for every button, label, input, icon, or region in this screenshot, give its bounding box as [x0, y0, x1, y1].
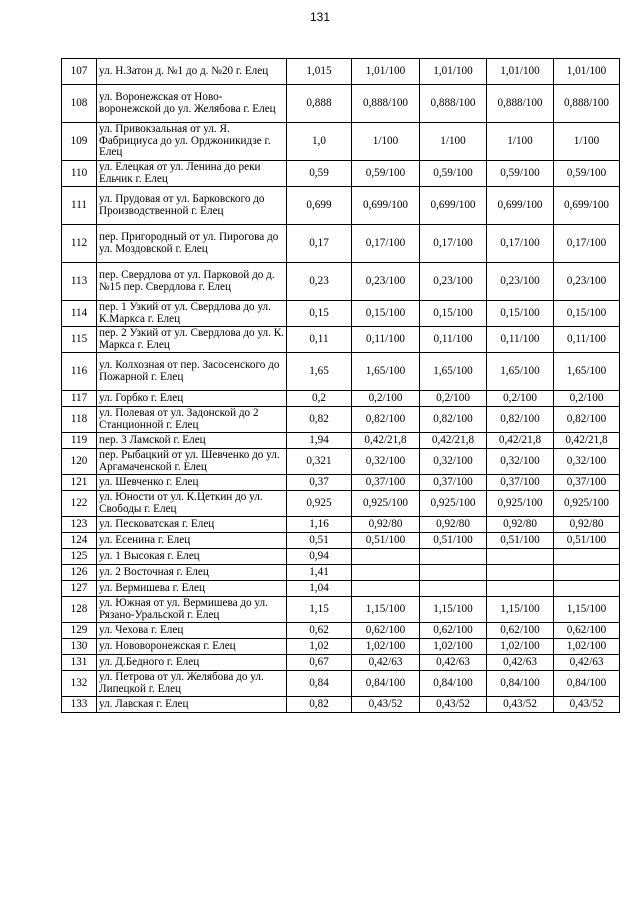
street-name: ул. Юности от ул. К.Цеткин до ул. Свободы г. Елец	[97, 491, 287, 517]
street-name: пер. 1 Узкий от ул. Свердлова до ул. К.Маркса г. Елец	[97, 301, 287, 327]
value-col-1	[352, 581, 420, 597]
value-col-3: 0,84/100	[487, 671, 554, 697]
row-number: 131	[62, 655, 97, 671]
value-col-2: 0,15/100	[420, 301, 487, 327]
value-col-3: 1,02/100	[487, 639, 554, 655]
street-name: ул. Н.Затон д. №1 до д. №20 г. Елец	[97, 59, 287, 85]
value-col-3: 0,62/100	[487, 623, 554, 639]
value-col-4: 0,888/100	[554, 85, 620, 123]
value-col-2: 0,699/100	[420, 187, 487, 225]
value-col-2: 0,42/63	[420, 655, 487, 671]
street-name: ул. Шевченко г. Елец	[97, 475, 287, 491]
value-col-1	[352, 565, 420, 581]
street-name: ул. Д.Бедного г. Елец	[97, 655, 287, 671]
value-col-4: 0,84/100	[554, 671, 620, 697]
length-value: 1,015	[287, 59, 352, 85]
value-col-4: 0,43/52	[554, 697, 620, 713]
street-name: ул. Лавская г. Елец	[97, 697, 287, 713]
row-number: 118	[62, 407, 97, 433]
table-row	[62, 353, 620, 391]
length-value: 0,94	[287, 549, 352, 565]
value-col-2: 1/100	[420, 123, 487, 161]
row-number: 109	[62, 123, 97, 161]
value-col-3: 0,888/100	[487, 85, 554, 123]
value-col-1: 0,84/100	[352, 671, 420, 697]
value-col-4: 0,37/100	[554, 475, 620, 491]
value-col-2: 0,42/21,8	[420, 433, 487, 449]
value-col-3: 0,15/100	[487, 301, 554, 327]
table-row	[62, 85, 620, 123]
value-col-1: 0,59/100	[352, 161, 420, 187]
row-number: 119	[62, 433, 97, 449]
value-col-1: 1/100	[352, 123, 420, 161]
length-value: 0,37	[287, 475, 352, 491]
length-value: 0,925	[287, 491, 352, 517]
street-name: ул. Вермишева г. Елец	[97, 581, 287, 597]
row-number: 107	[62, 59, 97, 85]
table-row	[62, 433, 620, 449]
length-value: 1,15	[287, 597, 352, 623]
value-col-3: 1,15/100	[487, 597, 554, 623]
value-col-3: 0,37/100	[487, 475, 554, 491]
length-value: 1,94	[287, 433, 352, 449]
value-col-2: 1,02/100	[420, 639, 487, 655]
value-col-4: 1,15/100	[554, 597, 620, 623]
length-value: 1,41	[287, 565, 352, 581]
table-row	[62, 491, 620, 517]
value-col-1: 0,11/100	[352, 327, 420, 353]
length-value: 0,82	[287, 697, 352, 713]
value-col-4: 1,01/100	[554, 59, 620, 85]
value-col-3: 0,17/100	[487, 225, 554, 263]
street-name: пер. 3 Ламской г. Елец	[97, 433, 287, 449]
length-value: 1,02	[287, 639, 352, 655]
value-col-3	[487, 581, 554, 597]
value-col-3: 1,01/100	[487, 59, 554, 85]
value-col-4: 0,699/100	[554, 187, 620, 225]
table-row	[62, 225, 620, 263]
value-col-1: 0,37/100	[352, 475, 420, 491]
table-row	[62, 407, 620, 433]
row-number: 132	[62, 671, 97, 697]
value-col-1: 0,23/100	[352, 263, 420, 301]
street-name: ул. Южная от ул. Вермишева до ул. Рязано-Уральской г. Елец	[97, 597, 287, 623]
value-col-4: 0,62/100	[554, 623, 620, 639]
value-col-3	[487, 549, 554, 565]
table-row	[62, 549, 620, 565]
value-col-3: 0,51/100	[487, 533, 554, 549]
street-name: ул. Колхозная от пер. Засосенского до Пожарной г. Елец	[97, 353, 287, 391]
street-name: ул. Есенина г. Елец	[97, 533, 287, 549]
value-col-4: 0,925/100	[554, 491, 620, 517]
street-name: пер. Пригородный от ул. Пирогова до ул. Моздовской г. Елец	[97, 225, 287, 263]
length-value: 1,04	[287, 581, 352, 597]
table-row	[62, 475, 620, 491]
street-name: пер. Рыбацкий от ул. Шевченко до ул. Аргамаченской г. Елец	[97, 449, 287, 475]
value-col-2: 0,11/100	[420, 327, 487, 353]
value-col-2: 0,59/100	[420, 161, 487, 187]
value-col-4	[554, 565, 620, 581]
value-col-2: 0,17/100	[420, 225, 487, 263]
value-col-1: 0,925/100	[352, 491, 420, 517]
value-col-2: 0,84/100	[420, 671, 487, 697]
row-number: 123	[62, 517, 97, 533]
street-name: ул. Чехова г. Елец	[97, 623, 287, 639]
value-col-3: 0,2/100	[487, 391, 554, 407]
value-col-2: 0,23/100	[420, 263, 487, 301]
length-value: 1,0	[287, 123, 352, 161]
value-col-1: 0,82/100	[352, 407, 420, 433]
value-col-4: 0,11/100	[554, 327, 620, 353]
street-name: пер. Свердлова от ул. Парковой до д. №15 пер. Свердлова г. Елец	[97, 263, 287, 301]
page-number: 131	[309, 10, 331, 24]
value-col-1: 0,43/52	[352, 697, 420, 713]
row-number: 113	[62, 263, 97, 301]
row-number: 121	[62, 475, 97, 491]
value-col-2: 0,32/100	[420, 449, 487, 475]
value-col-3: 0,59/100	[487, 161, 554, 187]
row-number: 110	[62, 161, 97, 187]
value-col-3: 1/100	[487, 123, 554, 161]
row-number: 128	[62, 597, 97, 623]
value-col-4: 0,59/100	[554, 161, 620, 187]
value-col-4: 0,23/100	[554, 263, 620, 301]
length-value: 0,84	[287, 671, 352, 697]
value-col-1: 1,15/100	[352, 597, 420, 623]
value-col-1: 0,888/100	[352, 85, 420, 123]
length-value: 1,16	[287, 517, 352, 533]
value-col-3: 0,82/100	[487, 407, 554, 433]
row-number: 114	[62, 301, 97, 327]
value-col-1	[352, 549, 420, 565]
value-col-4	[554, 581, 620, 597]
value-col-2: 0,92/80	[420, 517, 487, 533]
value-col-2: 0,51/100	[420, 533, 487, 549]
table-row	[62, 123, 620, 161]
value-col-1: 0,32/100	[352, 449, 420, 475]
table-row	[62, 327, 620, 353]
length-value: 0,699	[287, 187, 352, 225]
value-col-2: 0,37/100	[420, 475, 487, 491]
value-col-1: 1,02/100	[352, 639, 420, 655]
value-col-1: 1,65/100	[352, 353, 420, 391]
table-row	[62, 655, 620, 671]
table-row	[62, 581, 620, 597]
value-col-1: 0,92/80	[352, 517, 420, 533]
row-number: 133	[62, 697, 97, 713]
table-row	[62, 517, 620, 533]
value-col-2: 0,62/100	[420, 623, 487, 639]
table-row	[62, 161, 620, 187]
table-row	[62, 639, 620, 655]
value-col-2	[420, 581, 487, 597]
value-col-4: 1,02/100	[554, 639, 620, 655]
value-col-1: 0,2/100	[352, 391, 420, 407]
street-name: ул. Петрова от ул. Желябова до ул. Липецкой г. Елец	[97, 671, 287, 697]
value-col-2: 0,2/100	[420, 391, 487, 407]
street-name: ул. Песковатская г. Елец	[97, 517, 287, 533]
value-col-3	[487, 565, 554, 581]
table-row	[62, 449, 620, 475]
row-number: 122	[62, 491, 97, 517]
row-number: 130	[62, 639, 97, 655]
value-col-3: 0,11/100	[487, 327, 554, 353]
value-col-4: 1/100	[554, 123, 620, 161]
value-col-2	[420, 549, 487, 565]
value-col-1: 0,42/63	[352, 655, 420, 671]
value-col-4: 0,32/100	[554, 449, 620, 475]
value-col-2: 0,82/100	[420, 407, 487, 433]
table-row	[62, 187, 620, 225]
length-value: 0,2	[287, 391, 352, 407]
table-row	[62, 697, 620, 713]
street-name: ул. Воронежская от Ново-воронежской до ул. Желябова г. Елец	[97, 85, 287, 123]
value-col-4: 0,82/100	[554, 407, 620, 433]
table-row	[62, 59, 620, 85]
value-col-4: 0,17/100	[554, 225, 620, 263]
row-number: 116	[62, 353, 97, 391]
value-col-4: 0,15/100	[554, 301, 620, 327]
row-number: 120	[62, 449, 97, 475]
row-number: 124	[62, 533, 97, 549]
table-row	[62, 391, 620, 407]
length-value: 0,23	[287, 263, 352, 301]
value-col-3: 0,92/80	[487, 517, 554, 533]
table-row	[62, 565, 620, 581]
value-col-3: 0,42/21,8	[487, 433, 554, 449]
length-value: 0,62	[287, 623, 352, 639]
row-number: 111	[62, 187, 97, 225]
street-name: ул. Елецкая от ул. Ленина до реки Ельчик г. Елец	[97, 161, 287, 187]
length-value: 0,59	[287, 161, 352, 187]
table-row	[62, 623, 620, 639]
length-value: 0,51	[287, 533, 352, 549]
value-col-4: 1,65/100	[554, 353, 620, 391]
table-row	[62, 533, 620, 549]
street-name: ул. Привокзальная от ул. Я. Фабрициуса до ул. Орджоникидзе г. Елец	[97, 123, 287, 161]
value-col-1: 0,15/100	[352, 301, 420, 327]
value-col-2: 1,01/100	[420, 59, 487, 85]
value-col-3: 1,65/100	[487, 353, 554, 391]
row-number: 108	[62, 85, 97, 123]
street-name: пер. 2 Узкий от ул. Свердлова до ул. К. Маркса г. Елец	[97, 327, 287, 353]
value-col-4: 0,92/80	[554, 517, 620, 533]
length-value: 0,67	[287, 655, 352, 671]
value-col-1: 0,51/100	[352, 533, 420, 549]
table-row	[62, 301, 620, 327]
street-name: ул. Прудовая от ул. Барковского до Производственной г. Елец	[97, 187, 287, 225]
length-value: 1,65	[287, 353, 352, 391]
street-name: ул. 1 Высокая г. Елец	[97, 549, 287, 565]
value-col-3: 0,699/100	[487, 187, 554, 225]
value-col-1: 1,01/100	[352, 59, 420, 85]
length-value: 0,17	[287, 225, 352, 263]
value-col-2: 1,15/100	[420, 597, 487, 623]
value-col-1: 0,699/100	[352, 187, 420, 225]
value-col-3: 0,43/52	[487, 697, 554, 713]
street-name: ул. Нововоронежская г. Елец	[97, 639, 287, 655]
table-row	[62, 263, 620, 301]
value-col-4: 0,42/63	[554, 655, 620, 671]
value-col-4: 0,2/100	[554, 391, 620, 407]
length-value: 0,82	[287, 407, 352, 433]
row-number: 117	[62, 391, 97, 407]
table-row	[62, 597, 620, 623]
value-col-4: 0,51/100	[554, 533, 620, 549]
row-number: 125	[62, 549, 97, 565]
length-value: 0,888	[287, 85, 352, 123]
value-col-3: 0,925/100	[487, 491, 554, 517]
value-col-1: 0,17/100	[352, 225, 420, 263]
street-name: ул. Горбко г. Елец	[97, 391, 287, 407]
value-col-2: 0,888/100	[420, 85, 487, 123]
value-col-3: 0,23/100	[487, 263, 554, 301]
value-col-3: 0,32/100	[487, 449, 554, 475]
table-row	[62, 671, 620, 697]
value-col-2: 0,43/52	[420, 697, 487, 713]
value-col-2: 1,65/100	[420, 353, 487, 391]
row-number: 127	[62, 581, 97, 597]
length-value: 0,321	[287, 449, 352, 475]
length-value: 0,15	[287, 301, 352, 327]
value-col-1: 0,42/21,8	[352, 433, 420, 449]
roads-table	[61, 58, 620, 713]
value-col-2	[420, 565, 487, 581]
value-col-4: 0,42/21,8	[554, 433, 620, 449]
street-name: ул. 2 Восточная г. Елец	[97, 565, 287, 581]
row-number: 129	[62, 623, 97, 639]
length-value: 0,11	[287, 327, 352, 353]
value-col-3: 0,42/63	[487, 655, 554, 671]
value-col-2: 0,925/100	[420, 491, 487, 517]
value-col-4	[554, 549, 620, 565]
row-number: 112	[62, 225, 97, 263]
value-col-1: 0,62/100	[352, 623, 420, 639]
row-number: 115	[62, 327, 97, 353]
row-number: 126	[62, 565, 97, 581]
street-name: ул. Полевая от ул. Задонской до 2 Станционной г. Елец	[97, 407, 287, 433]
